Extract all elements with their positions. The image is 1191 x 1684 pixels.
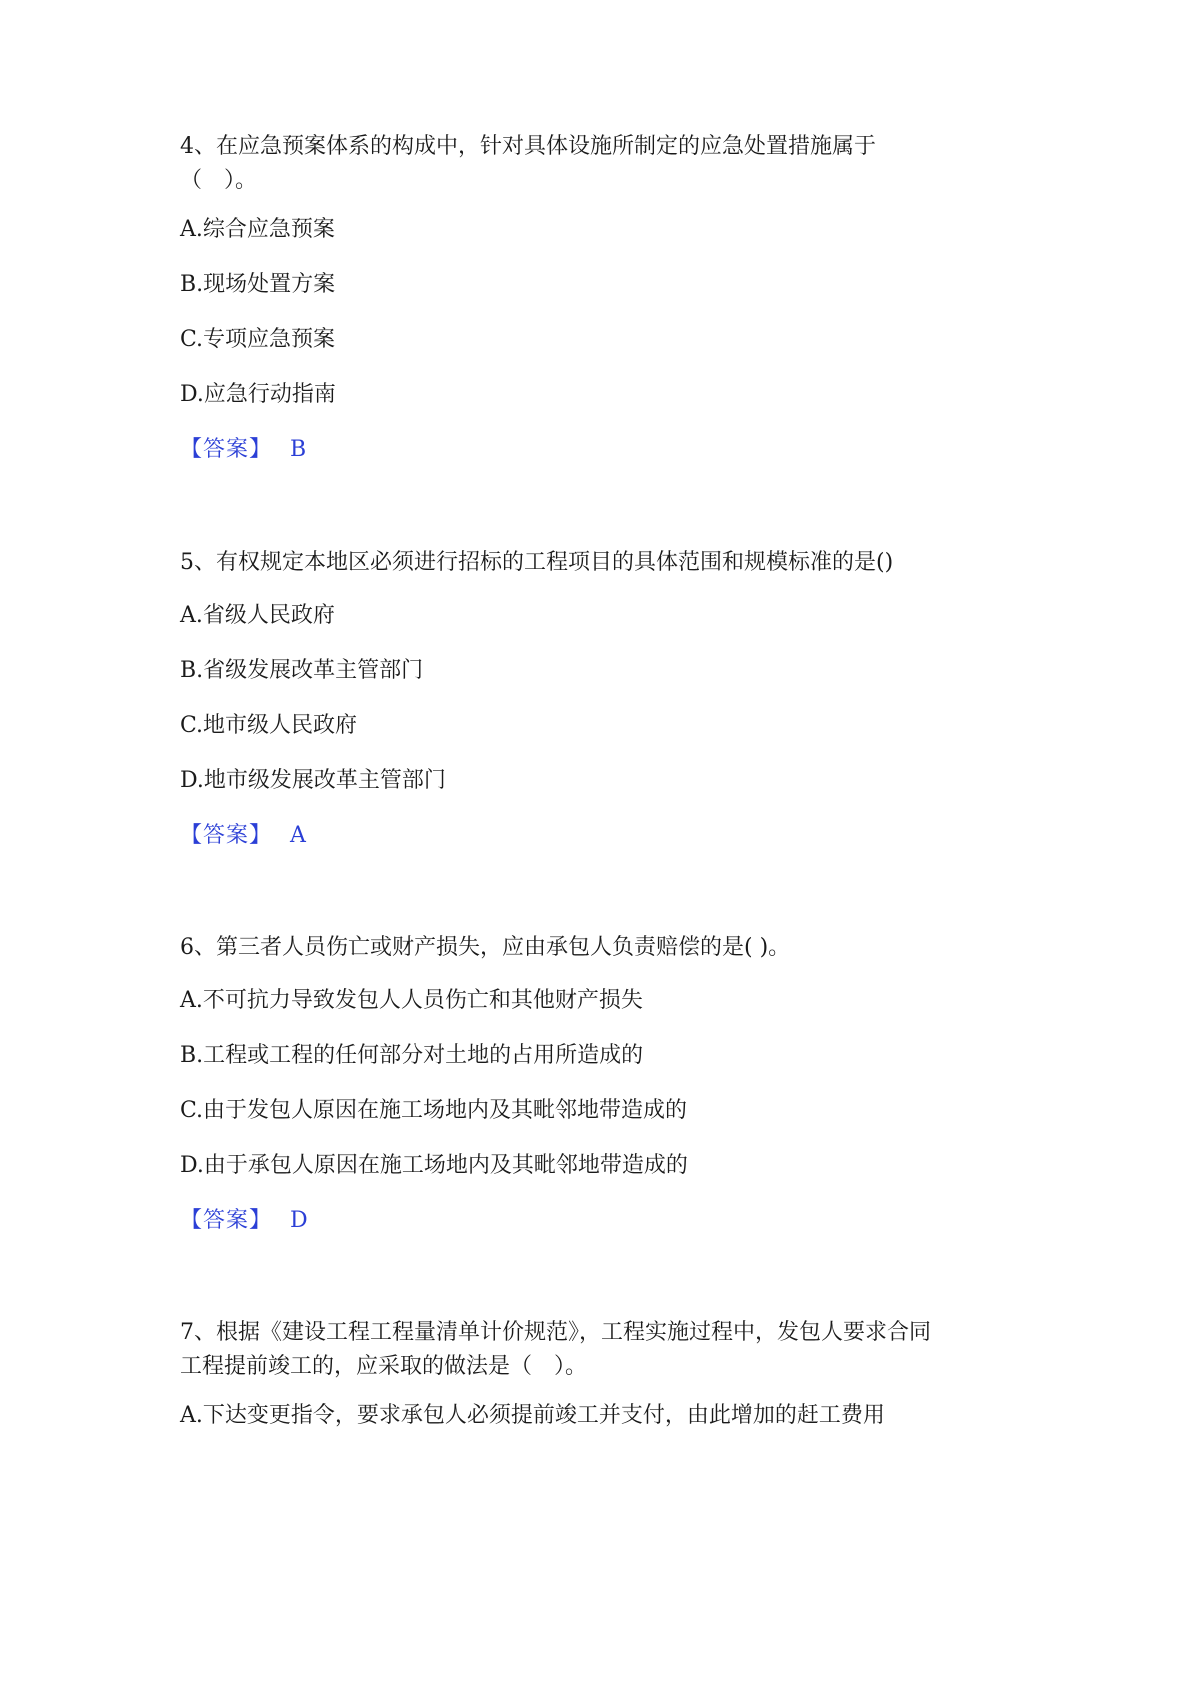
answer-label: 【答案】 [180,1208,273,1233]
option-b: B.省级发展改革主管部门 [180,658,424,683]
answer-line [180,1206,308,1236]
answer-line [180,821,306,851]
option-c: C.地市级人民政府 [180,713,358,738]
question-stem-line1: 6、第三者人员伤亡或财产损失，应由承包人负责赔偿的是( )。 [180,935,791,960]
question-5 [180,546,1040,848]
question-stem-line1: 5、有权规定本地区必须进行招标的工程项目的具体范围和规模标准的是() [180,550,894,575]
option-b: B.工程或工程的任何部分对土地的占用所造成的 [180,1043,644,1068]
question-stem-line1: 4、在应急预案体系的构成中，针对具体设施所制定的应急处置措施属于 [180,134,876,159]
question-stem [180,931,1040,965]
question-stem-line2: （ ）。 [180,168,258,193]
option-c: C.专项应急预案 [180,327,336,352]
option-c: C.由于发包人原因在施工场地内及其毗邻地带造成的 [180,1098,688,1123]
option-a: A.不可抗力导致发包人人员伤亡和其他财产损失 [180,988,643,1013]
option-a: A.下达变更指令，要求承包人必须提前竣工并支付，由此增加的赶工费用 [180,1403,885,1428]
option-b: B.现场处置方案 [180,272,336,297]
question-stem-line1: 7、根据《建设工程工程量清单计价规范》，工程实施过程中，发包人要求合同 [180,1320,931,1345]
option-d: D.地市级发展改革主管部门 [180,768,446,793]
answer-value: B [290,437,307,462]
option-d: D.应急行动指南 [180,382,336,407]
question-stem [180,546,1040,580]
answer-line [180,435,306,465]
option-d: D.由于承包人原因在施工场地内及其毗邻地带造成的 [180,1153,688,1178]
question-stem-line2: 工程提前竣工的，应采取的做法是（ ）。 [180,1354,588,1379]
question-stem [180,130,1040,198]
question-stem [180,1316,1040,1384]
option-a: A.省级人民政府 [180,603,335,628]
answer-label: 【答案】 [180,437,273,462]
question-6 [180,931,1040,1233]
answer-label: 【答案】 [180,823,273,848]
question-7 [180,1316,1040,1428]
answer-value: D [290,1208,308,1233]
question-4 [180,130,1040,462]
option-a: A.综合应急预案 [180,217,335,242]
answer-value: A [290,823,306,848]
